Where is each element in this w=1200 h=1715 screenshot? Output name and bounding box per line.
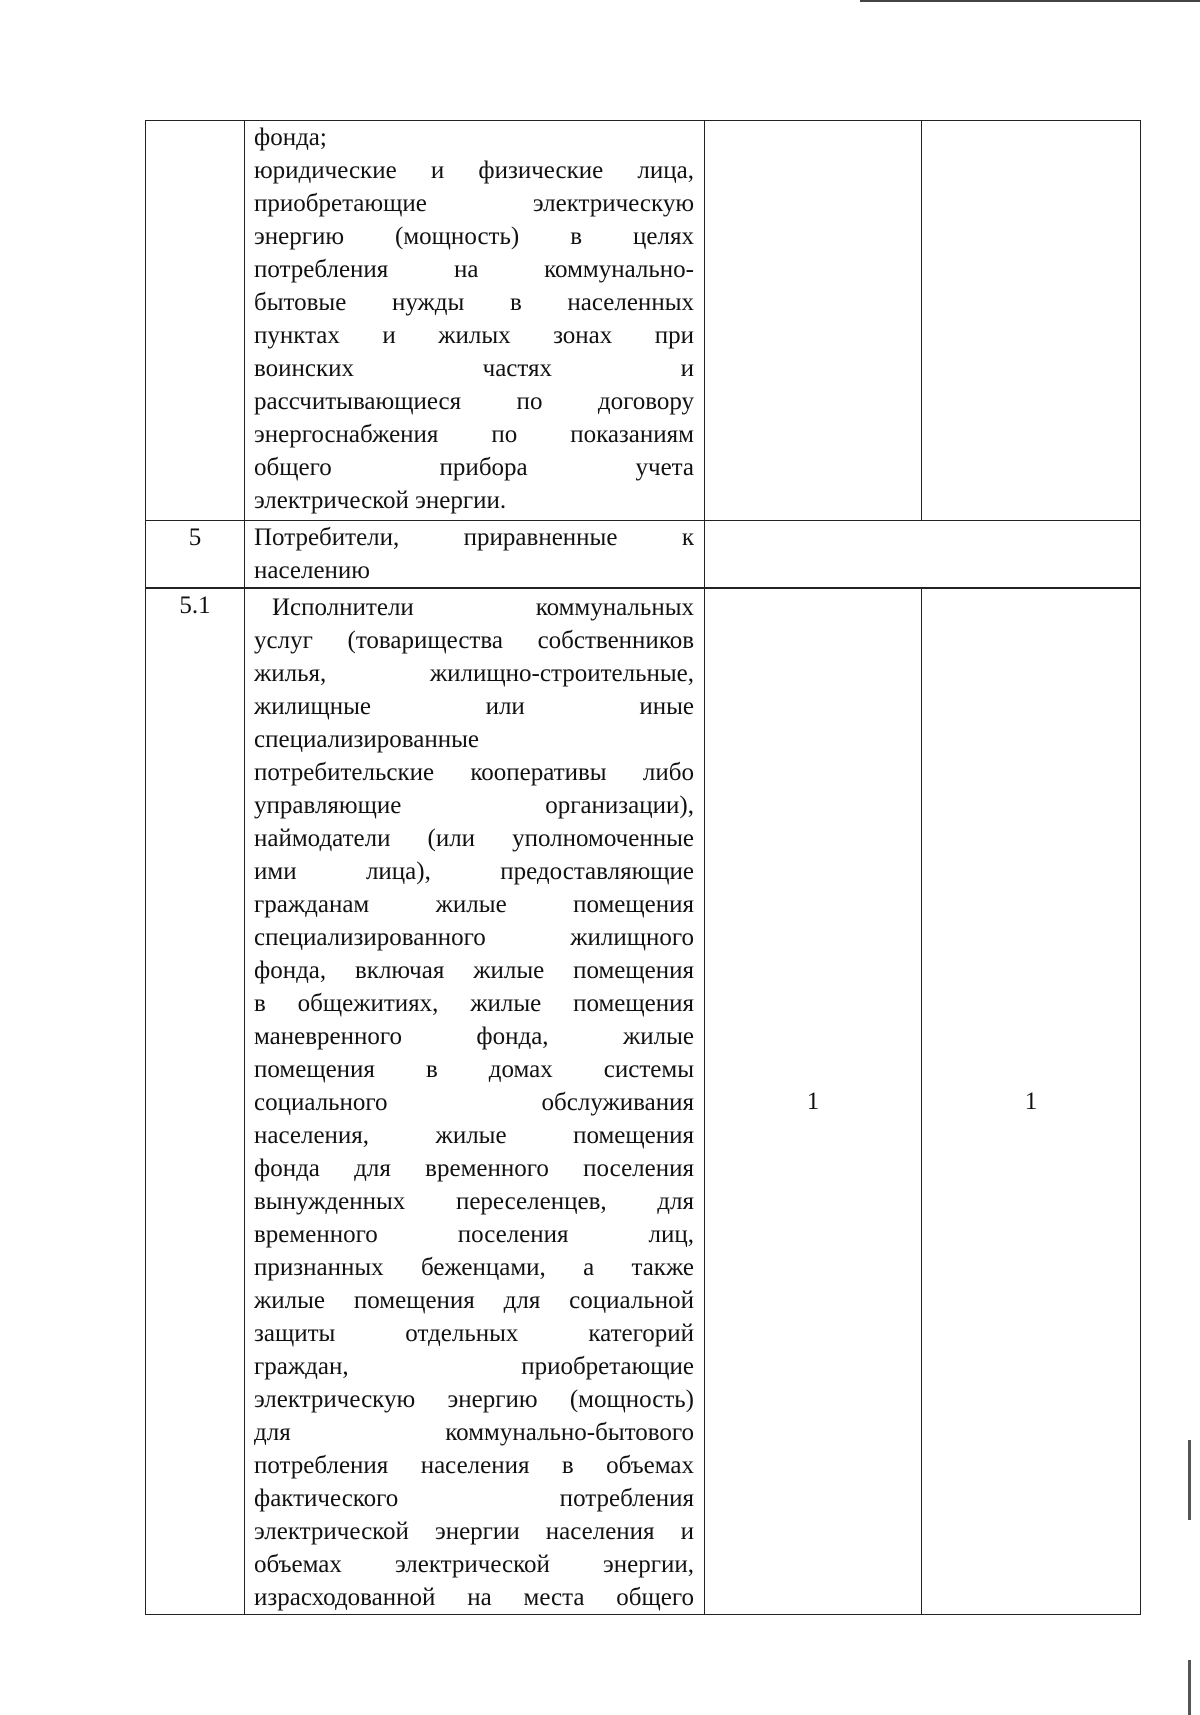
text-line: жилья, жилищно-строительные,: [254, 660, 694, 687]
text-line: наймодатели (или уполномоченные: [254, 825, 694, 852]
text-line: юридические и физические лица,: [254, 157, 694, 184]
text-line: электрическую энергию (мощность): [254, 1386, 694, 1413]
text-line: энергию (мощность) в целях: [254, 223, 694, 250]
text-line: признанных беженцами, а также: [254, 1254, 694, 1281]
scan-edge-mark: [1188, 1660, 1191, 1715]
text-line: фонда для временного поселения: [254, 1155, 694, 1182]
text-line: общего прибора учета: [254, 454, 694, 481]
scan-edge-mark: [1188, 1440, 1191, 1520]
text-line: специализированного жилищного: [254, 924, 694, 951]
text-line: социального обслуживания: [254, 1089, 694, 1116]
table-row: [146, 121, 1141, 521]
text-line: услуг (товарищества собственников: [254, 627, 694, 654]
text-line: в общежитиях, жилые помещения: [254, 990, 694, 1017]
text-line: вынужденных переселенцев, для: [254, 1188, 694, 1215]
text-line: жилищные или иные: [254, 693, 694, 720]
text-line: жилые помещения для социальной: [254, 1287, 694, 1314]
table-row: [146, 521, 1141, 589]
text-line: фонда;: [254, 124, 327, 151]
text-line: пунктах и жилых зонах при: [254, 322, 694, 349]
text-line: приобретающие электрическую: [254, 190, 694, 217]
text-line: для коммунально-бытового: [254, 1419, 694, 1446]
row-value-merged: [705, 521, 1141, 589]
row-description: [245, 121, 705, 521]
table-row: [146, 588, 1141, 1615]
text-line: населения, жилые помещения: [254, 1122, 694, 1149]
text-line: маневренного фонда, жилые: [254, 1023, 694, 1050]
text-line: защиты отдельных категорий: [254, 1320, 694, 1347]
text-line: Исполнители коммунальных: [272, 594, 694, 621]
row-description: [245, 521, 705, 589]
text-line: управляющие организации),: [254, 792, 694, 819]
text-line: специализированные: [254, 726, 479, 753]
scan-edge-line: [860, 0, 1200, 2]
row-value-1: [705, 121, 922, 521]
text-line: потребления населения в объемах: [254, 1452, 694, 1479]
tariff-table: [145, 120, 1141, 1615]
row-number: [146, 121, 245, 521]
text-line: объемах электрической энергии,: [254, 1551, 694, 1578]
row-number: 5: [146, 521, 245, 589]
text-line: гражданам жилые помещения: [254, 891, 694, 918]
row-value-2: [922, 121, 1141, 521]
text-line: ими лица), предоставляющие: [254, 858, 694, 885]
text-line: граждан, приобретающие: [254, 1353, 694, 1380]
text-line: помещения в домах системы: [254, 1056, 694, 1083]
row-description: [245, 588, 705, 1615]
text-line: рассчитывающиеся по договору: [254, 388, 694, 415]
row-number: 5.1: [146, 588, 245, 1615]
text-line: потребления на коммунально-: [254, 256, 694, 283]
text-line: Потребители, приравненные к: [254, 524, 694, 551]
row-value-2: 1: [922, 588, 1141, 1615]
text-line: потребительские кооперативы либо: [254, 759, 694, 786]
text-line: фактического потребления: [254, 1485, 694, 1512]
text-line: воинских частях и: [254, 355, 694, 382]
text-line: временного поселения лиц,: [254, 1221, 694, 1248]
row-value-1: 1: [705, 588, 922, 1615]
text-line: фонда, включая жилые помещения: [254, 957, 694, 984]
text-line: электрической энергии.: [254, 487, 507, 514]
text-line: энергоснабжения по показаниям: [254, 421, 694, 448]
text-line: бытовые нужды в населенных: [254, 289, 694, 316]
text-line: израсходованной на места общего: [254, 1584, 694, 1611]
text-line: населению: [254, 557, 370, 584]
text-line: электрической энергии населения и: [254, 1518, 694, 1545]
